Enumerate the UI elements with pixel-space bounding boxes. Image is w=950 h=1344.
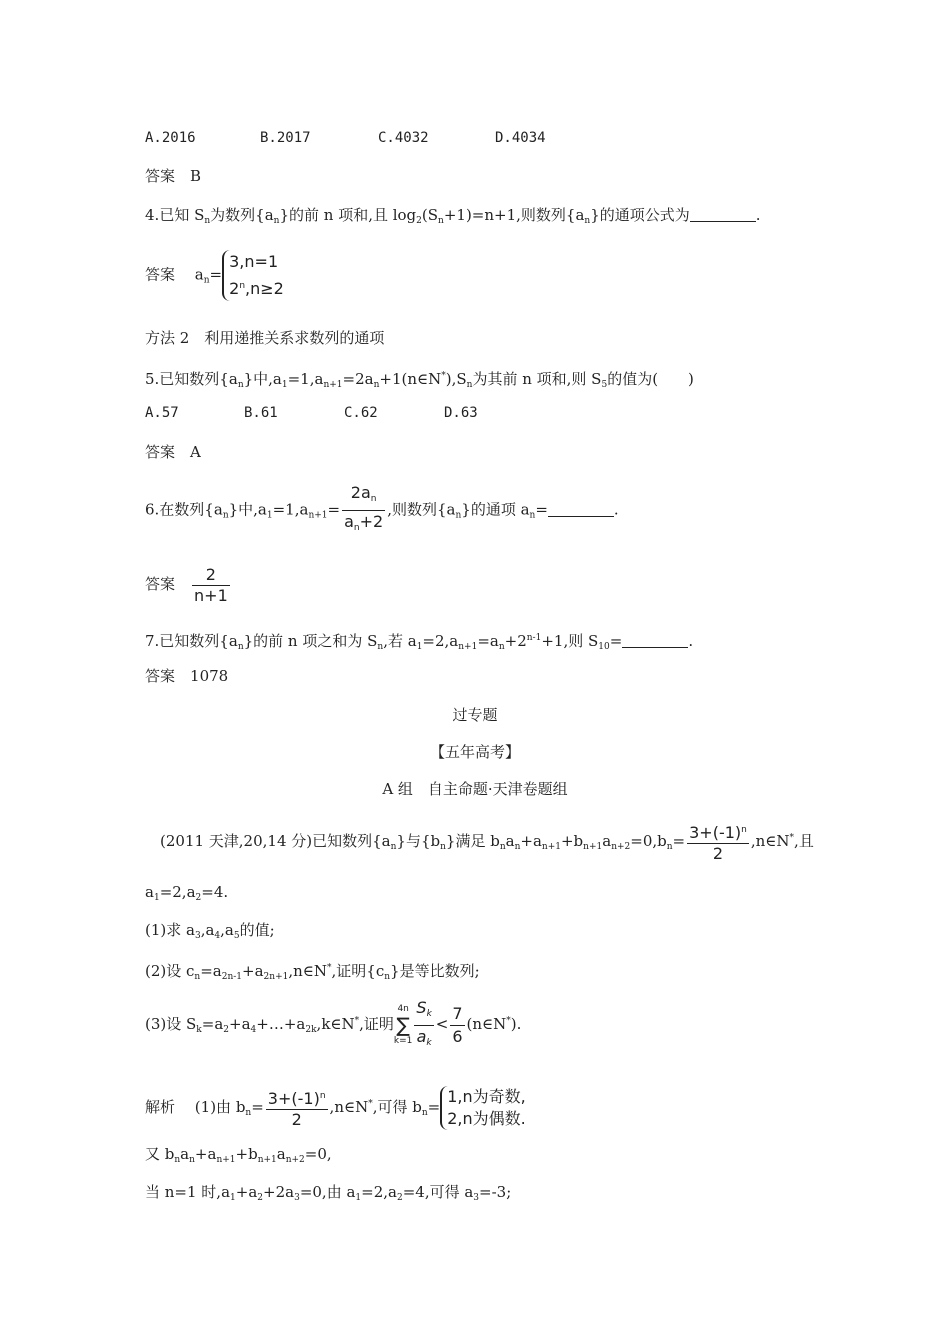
method-heading: 方法 2 利用递推关系求数列的通项	[145, 329, 385, 347]
q5-answer: 答案 A	[145, 443, 201, 461]
problem-part-1: (1)求 $a_3,a_4,a_5$的值;	[145, 921, 275, 941]
section-subtitle: 【五年高考】	[429, 743, 520, 761]
fraction: $\frac{3+(-1)^n}{2}$	[689, 823, 747, 863]
fraction: $\frac{S_k}{a_k}$	[414, 997, 433, 1054]
q3-option-c: C.4032	[378, 130, 429, 146]
problem-part-3: (3)设 $S_k=a_2+a_4+\dots+a_{2k},k\in N^*$,证明 4n ∑ k=1 $\frac{S_k}{a_k}$ < $\frac{7}{6}$ (n∈N*).	[145, 992, 521, 1059]
answer-blank	[548, 502, 614, 517]
q6-question: 6.在数列$\{a_n\}$中$,a_1=1,a_{n+1}=$ $\frac{2a_n}{a_n+2}$ ,则数列$\{a_n\}$的通项 $a_n=$ .	[145, 482, 619, 539]
problem-given: $a_1=2,a_2=4$.	[145, 883, 229, 903]
piecewise-brace: 3,n=1 $2^n,n\ge 2$	[222, 250, 284, 301]
q5-option-a: A.57	[145, 405, 179, 421]
solution-step-3: 当 n=1 时$,a_1+a_2+2a_3=0$,由 $a_1=2,a_2=4$,可得 $a_3=-3$;	[145, 1183, 512, 1203]
q5-option-d: D.63	[444, 405, 478, 421]
q3-option-d: D.4034	[495, 130, 546, 146]
q5-option-c: C.62	[344, 405, 378, 421]
answer-blank	[690, 207, 756, 222]
fraction: $\frac{7}{6}$	[452, 1003, 463, 1046]
solution-step-1: 解析 (1)由 $b_n=$ $\frac{3+(-1)^n}{2}$ ,n∈N*,可得 $b_n=$ 1,n为奇数, 2,n为偶数.	[145, 1087, 526, 1129]
q7-question: 7.已知数列$\{a_n\}$的前 n 项之和为 $S_n$,若 $a_1=2,a_{n+1}=a_n+2^{n-1}+1$,则 $S_{10}=$ .	[145, 632, 694, 652]
q7-answer: 答案 1078	[145, 667, 229, 685]
q5-option-b: B.61	[244, 405, 278, 421]
solution-step-2: 又 $b_na_n+a_{n+1}+b_{n+1}a_{n+2}=0$,	[145, 1145, 332, 1165]
q4-question: 4.已知 $S_n$为数列$\{a_n\}$的前 n 项和,且 $\log_2(S_n+1)=n+1$,则数列$\{a_n\}$的通项公式为 .	[145, 206, 761, 226]
fraction: $\frac{3+(-1)^n}{2}$	[267, 1089, 326, 1129]
q4-answer: 答案 $a_n=$ 3,n=1 $2^n,n\ge 2$	[145, 250, 284, 305]
fraction: $\frac{2}{n+1}$	[194, 564, 228, 605]
piecewise-brace: 1,n为奇数, 2,n为偶数.	[440, 1086, 526, 1130]
solution-label: 解析	[145, 1098, 176, 1116]
q3-answer: 答案 B	[145, 167, 202, 185]
q3-option-b: B.2017	[260, 130, 311, 146]
q6-answer: 答案 $\frac{2}{n+1}$	[145, 564, 228, 605]
fraction: $\frac{2a_n}{a_n+2}$	[342, 482, 385, 539]
q5-question: 5.已知数列$\{a_n\}$中$,a_1=1,a_{n+1}=2a_n+1(n\in N^*),S_n$为其前 n 项和,则 $S_5$的值为( )	[145, 370, 694, 390]
section-title: 过专题	[452, 706, 498, 724]
summation: 4n ∑ k=1	[393, 1004, 413, 1046]
q3-option-a: A.2016	[145, 130, 196, 146]
problem-statement: (2011 天津,20,14 分)已知数列$\{a_n\}$与$\{b_n\}$满足 $b_na_n+a_{n+1}+b_{n+1}a_{n+2}=0,b_n=$ $\frac{3+(-1)^n}{2}$ ,n∈N*,且	[160, 815, 814, 870]
answer-blank	[622, 633, 688, 648]
problem-part-2: (2)设 $c_n=a_{2n-1}+a_{2n+1},n\in N^*$,证明$\{c_n\}$是等比数列;	[145, 962, 480, 982]
group-heading: A 组 自主命题·天津卷题组	[382, 780, 568, 798]
